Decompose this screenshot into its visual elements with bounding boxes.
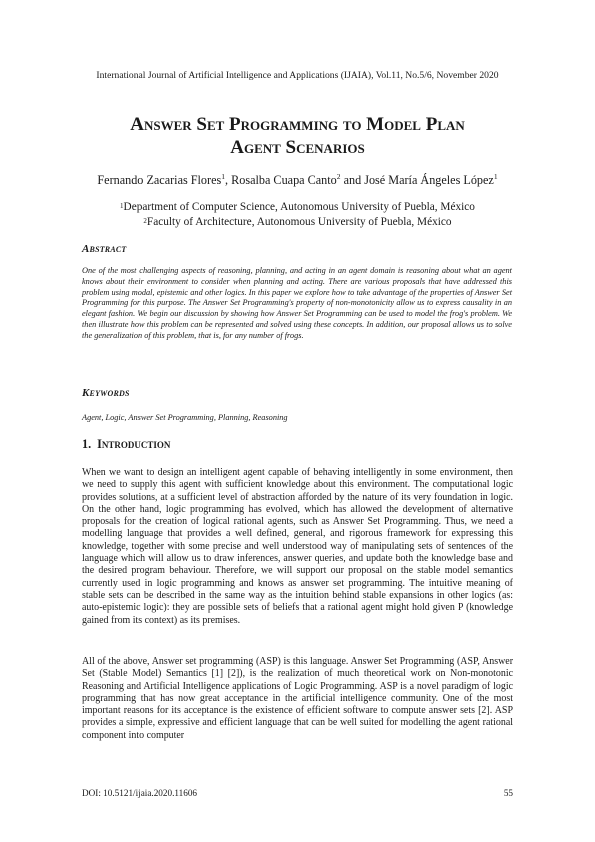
affiliation-marker: 1 [120, 202, 124, 211]
affiliation-text: Department of Computer Science, Autonomous University of Puebla, México [123, 201, 475, 213]
keywords-text: Agent, Logic, Answer Set Programming, Planning, Reasoning [82, 413, 288, 422]
affiliation-list [30, 200, 565, 230]
abstract-heading: Abstract [82, 243, 127, 255]
page-number: 55 [503, 788, 513, 798]
journal-header: International Journal of Artificial Intelligence and Applications (IJAIA), Vol.11, No.5/6, November 2020 [96, 70, 499, 81]
body-paragraph: All of the above, Answer set programming (ASP) is this language. Answer Set Programming (ASP, Answer Set (Stable Model) Semantics [1] [2]), is the realization of much theoretical work on Non-monotonic Reasoning and Artificial Intelligence applications of Logic Programming. ASP is a novel paradigm of logic programming that has now great acceptance in the artificial intelligence community. One of the most important reasons for its acceptance is the existence of efficient software to compute answer sets [2]. ASP provides a simple, expressive and efficient language that can be well suited for modelling the agent rational component into computer [82, 656, 513, 741]
affiliation-marker: 2 [143, 217, 147, 226]
section-number: 1. [82, 437, 92, 451]
author-separator: , [225, 173, 232, 187]
author-affil-marker: 2 [336, 172, 341, 182]
section-title: Introduction [97, 437, 171, 451]
author-affil-marker: 1 [221, 172, 226, 182]
body-paragraph: When we want to design an intelligent agent capable of behaving intelligently in some environment, then we need to supply this agent with sufficient knowledge about this environment. The computational logic provides solutions, at a sufficient level of abstraction afforded by the nature of its very foundation in logic. On the other hand, logic programming has evolved, which has allowed the development of alternative proposals for the creation of logical rational agents, such as Answer Set Programming. Thus, we need a modelling language that provides a well defined, general, and rigorous framework for expressing this knowledge, together with some precise and well understood way of manipulating sets of sentences of the language which will allow us to draw inferences, answer queries, and update both the knowledge base and the desired program behaviour. Therefore, we will support our proposal on the stable model semantics currently used in logic programming and knows as answer set programming. The intuitive meaning of stable sets can be described in the same way as the intuition behind stable expansions in other logics (as: auto-epistemic logic): they are possible sets of beliefs that a rational agent might hold given P (knowledge gained from its context) as its premises. [82, 467, 513, 626]
abstract-text: One of the most challenging aspects of reasoning, planning, and acting in an agent domain is reasoning about what an agent knows about their environment to consider when planning and acting. There are various proposals that have addressed this problem using modal, epistemic and other logics. In this paper we explore how to take advantage of the properties of Answer Set Programming for this purpose. The Answer Set Programming's property of non-monotonicity allow us to express causality in an elegant fashion. We begin our discussion by showing how Answer Set Programming can be used to model the frog's problem. We then illustrate how this problem can be represented and solved using these concepts. In addition, our proposal allows us to solve the generalization of this problem, that is, for any number of frogs. [82, 266, 512, 340]
title-line-1: Answer Set Programming to Model Plan [130, 114, 465, 135]
author-list [30, 173, 565, 188]
affiliation [30, 200, 565, 215]
section-heading [82, 437, 170, 452]
author-name: Fernando Zacarias Flores [97, 173, 222, 187]
author-separator: and [340, 173, 365, 187]
affiliation [30, 215, 565, 230]
title-line-2: Agent Scenarios [230, 137, 365, 158]
keywords-heading: Keywords [82, 387, 130, 399]
doi-text: DOI: 10.5121/ijaia.2020.11606 [82, 788, 198, 798]
paper-title [60, 113, 535, 159]
author-name: José María Ángeles López [364, 173, 494, 187]
affiliation-text: Faculty of Architecture, Autonomous University of Puebla, México [146, 216, 452, 228]
author-name: Rosalba Cuapa Canto [231, 173, 337, 187]
author-affil-marker: 1 [493, 172, 498, 182]
